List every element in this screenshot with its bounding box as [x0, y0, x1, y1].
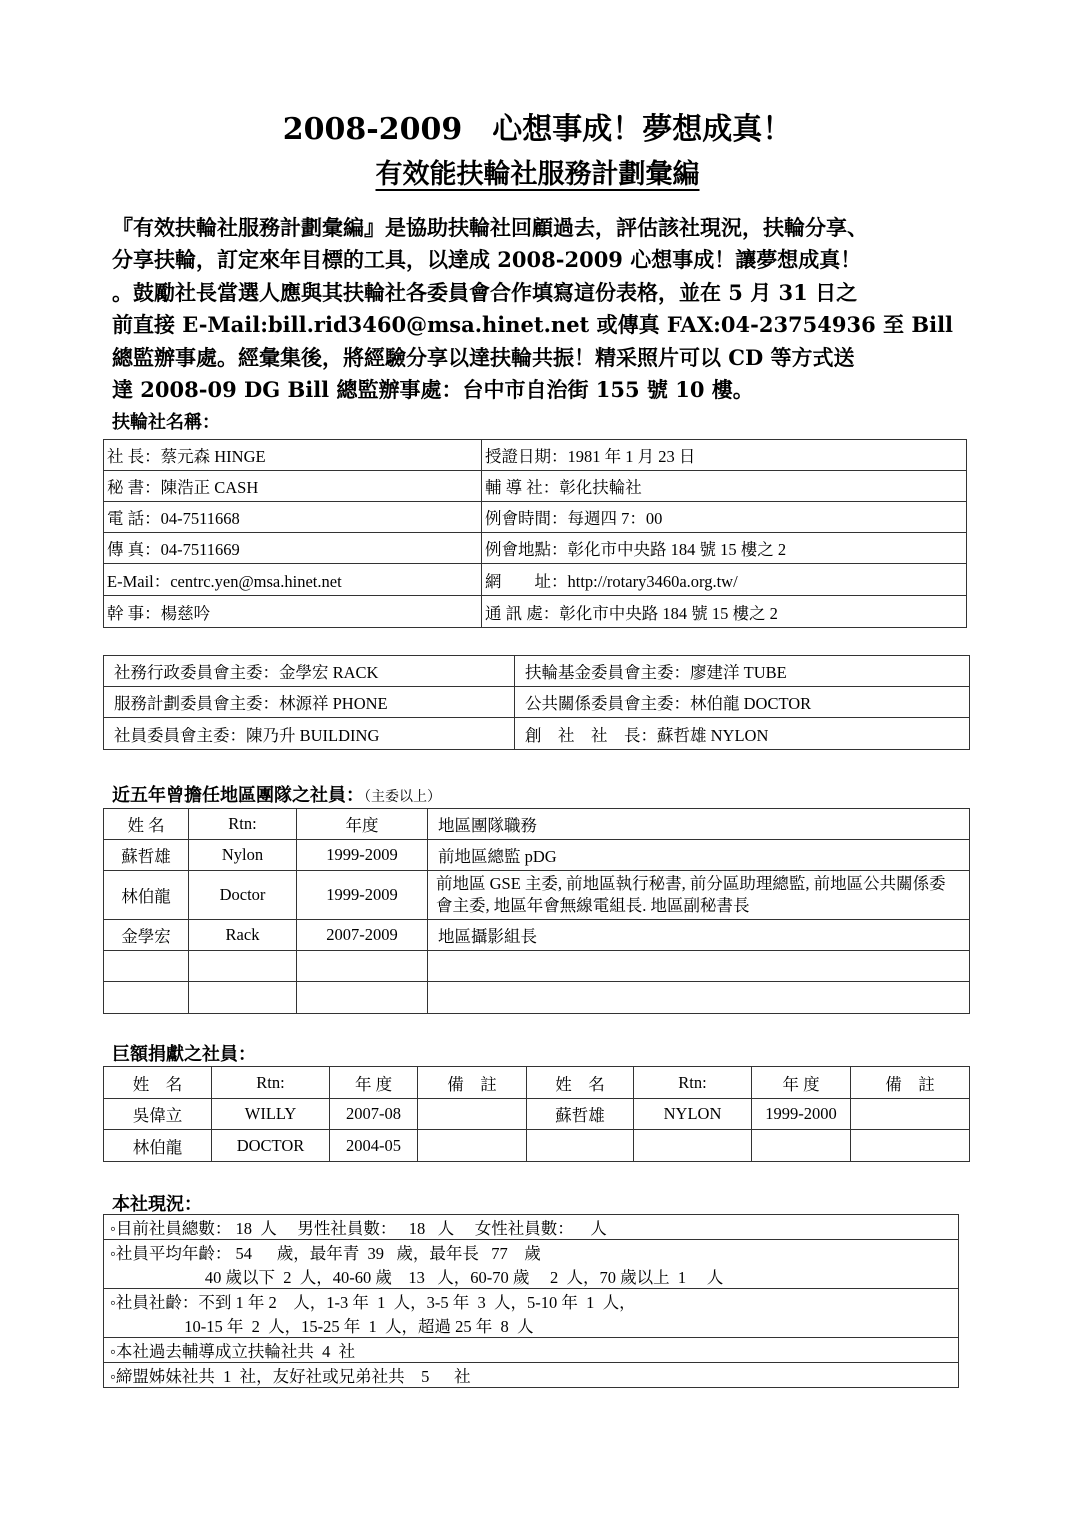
status-cell: [104, 1215, 959, 1240]
member-year: 1999-2009: [297, 840, 428, 871]
table-row: [104, 840, 970, 871]
donor-note: [418, 1099, 527, 1130]
club-info-table: [103, 439, 967, 628]
club-info-cell: 例會時間：每週四 7：00: [482, 502, 967, 533]
club-info-cell: 電 話：04-7511668: [104, 502, 482, 533]
club-info-cell: 傳 真：04-7511669: [104, 533, 482, 564]
empty-cell: [428, 951, 970, 982]
club-name-label: 扶輪社名稱：: [112, 412, 220, 433]
donor-rtn: [634, 1130, 752, 1162]
donor-rtn: NYLON: [634, 1099, 752, 1130]
district-team-table: [103, 808, 970, 1014]
intro-paragraph: [112, 212, 972, 406]
member-rtn: Doctor: [189, 871, 297, 920]
committee-cell: 創 社 社 長：蘇哲雄 NYLON: [515, 718, 970, 750]
member-role: 地區攝影組長: [428, 920, 970, 951]
column-header: 備 註: [851, 1067, 970, 1099]
column-header: 年 度: [752, 1067, 851, 1099]
status-row: [104, 1289, 959, 1338]
table-row: [104, 871, 970, 920]
intro-line: 分享扶輪，訂定來年目標的工具，以達成 2008-2009 心想事成！讓夢想成真！: [112, 247, 862, 273]
empty-cell: [428, 982, 970, 1014]
intro-line: 。鼓勵社長當選人應與其扶輪社各委員會合作填寫這份表格，並在 5 月 31 日之: [112, 279, 858, 305]
member-role: 前地區 GSE 主委, 前地區執行秘書, 前分區助理總監, 前地區公共關係委會主委, 地區年會無線電組長. 地區副秘書長: [428, 871, 970, 920]
status-line: ◦締盟姊妹社共 1 社，友好社或兄弟社共 5 社: [110, 1367, 471, 1386]
intro-line: 『有效扶輪社服務計劃彙編』是協助扶輪社回顧過去，評估該社現況，扶輪分享、: [112, 215, 868, 240]
member-year: 1999-2009: [297, 871, 428, 920]
column-header: 地區團隊職務: [428, 809, 970, 840]
status-cell: [104, 1338, 959, 1363]
status-line: ◦目前社員總數： 18 人 男性社員數： 18 人 女性社員數： 人: [110, 1219, 607, 1238]
member-name: 林伯龍: [104, 871, 189, 920]
club-info-cell: 輔 導 社：彰化扶輪社: [482, 471, 967, 502]
club-info-cell: 授證日期：1981 年 1 月 23 日: [482, 440, 967, 471]
status-table: [103, 1214, 959, 1388]
donors-table: [103, 1066, 970, 1162]
club-info-cell: 通 訊 處：彰化市中央路 184 號 15 樓之 2: [482, 596, 967, 628]
column-header: 姓 名: [104, 809, 189, 840]
empty-cell: [297, 951, 428, 982]
member-name: 蘇哲雄: [104, 840, 189, 871]
committee-cell: 服務計劃委員會主委：林源祥 PHONE: [104, 687, 515, 718]
status-row: [104, 1363, 959, 1388]
donor-note: [851, 1099, 970, 1130]
donor-year: 2004-05: [330, 1130, 418, 1162]
donor-note: [851, 1130, 970, 1162]
status-cell: [104, 1289, 959, 1338]
status-line: ◦本社過去輔導成立扶輪社共 4 社: [110, 1342, 356, 1361]
donor-year: [752, 1130, 851, 1162]
status-row: [104, 1338, 959, 1363]
committee-cell: 社員委員會主委：陳乃升 BUILDING: [104, 718, 515, 750]
table-row: [104, 1099, 970, 1130]
member-name: 金學宏: [104, 920, 189, 951]
column-header: Rtn:: [212, 1067, 330, 1099]
table-row: [104, 920, 970, 951]
column-header: 備 註: [418, 1067, 527, 1099]
club-info-cell: 秘 書：陳浩正 CASH: [104, 471, 482, 502]
donor-name: 蘇哲雄: [527, 1099, 634, 1130]
donor-year: 2007-08: [330, 1099, 418, 1130]
empty-cell: [104, 982, 189, 1014]
empty-cell: [189, 982, 297, 1014]
donor-rtn: WILLY: [212, 1099, 330, 1130]
document-title: 2008-2009 心想事成！夢想成真！: [282, 112, 793, 147]
empty-cell: [297, 982, 428, 1014]
donor-name: 林伯龍: [104, 1130, 212, 1162]
donor-note: [418, 1130, 527, 1162]
committee-cell: 扶輪基金委員會主委：廖建洋 TUBE: [515, 656, 970, 687]
committee-cell: 社務行政委員會主委：金學宏 RACK: [104, 656, 515, 687]
status-section-label: 本社現況：: [112, 1194, 202, 1215]
status-line: ◦社員平均年齡： 54 歲，最年青 39 歲，最年長 77 歲: [110, 1244, 541, 1263]
status-row: [104, 1215, 959, 1240]
column-header: 年 度: [330, 1067, 418, 1099]
donors-section-label: 巨額捐獻之社員：: [112, 1044, 256, 1065]
member-year: 2007-2009: [297, 920, 428, 951]
column-header: 姓 名: [527, 1067, 634, 1099]
document-subtitle: 有效能扶輪社服務計劃彙編: [375, 159, 700, 190]
intro-line: 總監辦事處。經彙集後，將經驗分享以達扶輪共振！精采照片可以 CD 等方式送: [112, 344, 855, 370]
status-row: [104, 1240, 959, 1289]
empty-cell: [189, 951, 297, 982]
club-info-cell: 幹 事：楊慈吟: [104, 596, 482, 628]
member-rtn: Nylon: [189, 840, 297, 871]
donor-rtn: DOCTOR: [212, 1130, 330, 1162]
column-header: 年度: [297, 809, 428, 840]
club-info-cell: 網 址：http://rotary3460a.org.tw/: [482, 564, 967, 596]
donor-name: 吳偉立: [104, 1099, 212, 1130]
column-header: 姓 名: [104, 1067, 212, 1099]
table-row: [104, 982, 970, 1014]
member-rtn: Rack: [189, 920, 297, 951]
member-role: 前地區總監 pDG: [428, 840, 970, 871]
intro-line: 前直接 E-Mail:bill.rid3460@msa.hinet.net 或傳真 FAX:04-23754936 至 Bill: [112, 312, 954, 338]
club-info-cell: 例會地點：彰化市中央路 184 號 15 樓之 2: [482, 533, 967, 564]
committees-table: [103, 655, 970, 750]
status-cell: [104, 1363, 959, 1388]
empty-cell: [104, 951, 189, 982]
column-header: Rtn:: [189, 809, 297, 840]
table-row: [104, 1130, 970, 1162]
club-info-cell: E-Mail：centrc.yen@msa.hinet.net: [104, 564, 482, 596]
column-header: Rtn:: [634, 1067, 752, 1099]
status-cell: [104, 1240, 959, 1289]
district-section-note: （主委以上）: [364, 789, 441, 805]
status-line: 40 歲以下 2 人，40-60 歲 13 人，60-70 歲 2 人，70 歲以上 1 人: [110, 1268, 724, 1287]
table-row: [104, 951, 970, 982]
district-section-label: 近五年曾擔任地區團隊之社員：（主委以上）: [112, 785, 441, 806]
status-line: 10-15 年 2 人，15-25 年 1 人，超過 25 年 8 人: [110, 1317, 534, 1336]
status-line: ◦社員社齡：不到 1 年 2 人，1-3 年 1 人，3-5 年 3 人，5-10 年 1 人，: [110, 1293, 636, 1312]
club-info-cell: 社 長：蔡元森 HINGE: [104, 440, 482, 471]
donor-year: 1999-2000: [752, 1099, 851, 1130]
donor-name: [527, 1130, 634, 1162]
intro-line: 達 2008-09 DG Bill 總監辦事處：台中市自治街 155 號 10 樓。: [112, 377, 754, 403]
committee-cell: 公共關係委員會主委：林伯龍 DOCTOR: [515, 687, 970, 718]
